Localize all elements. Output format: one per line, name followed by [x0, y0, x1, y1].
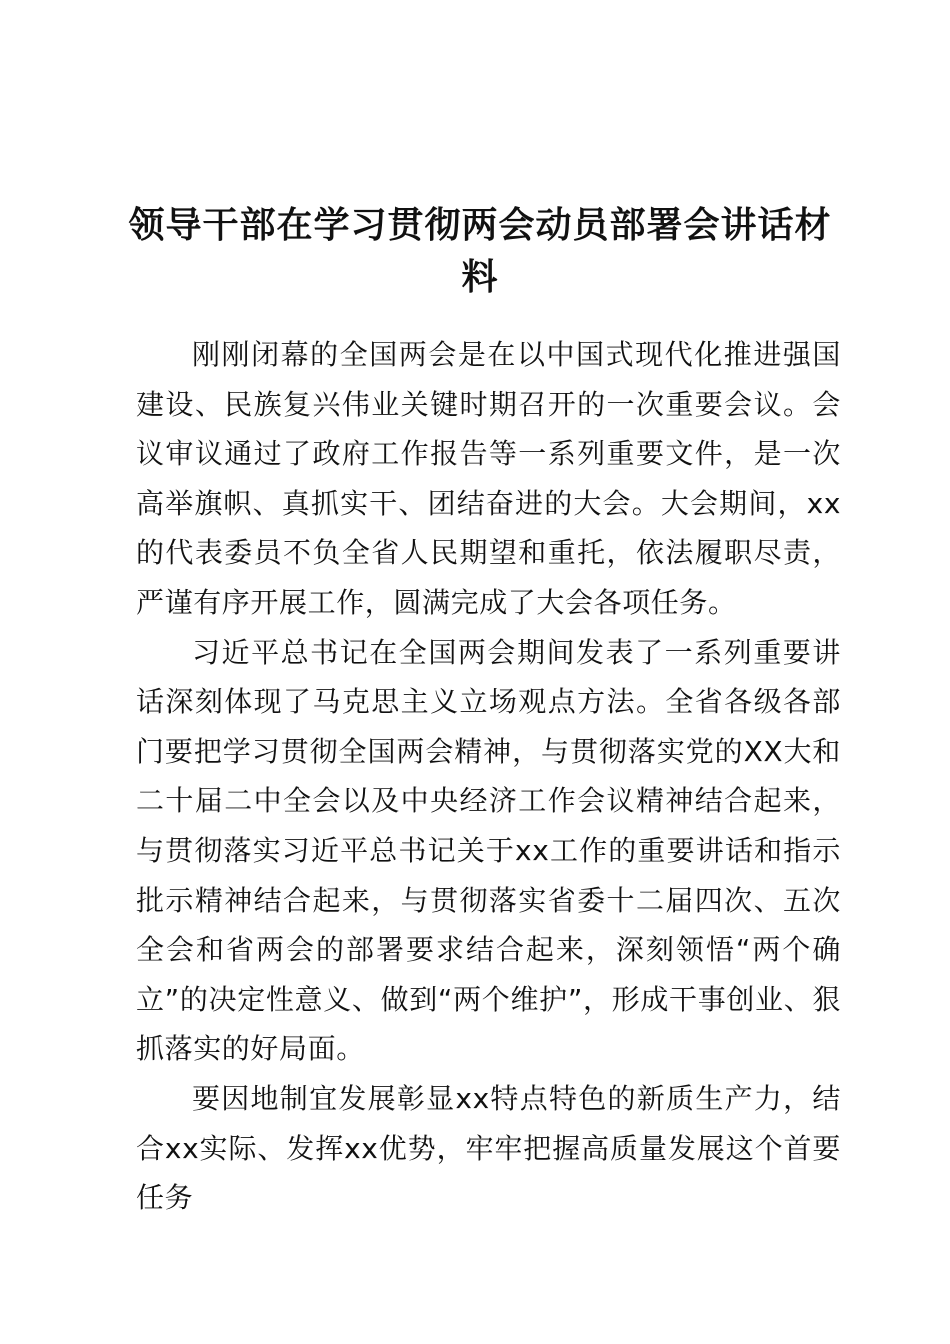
- paragraph-1: 刚刚闭幕的全国两会是在以中国式现代化推进强国建设、民族复兴伟业关键时期召开的一次重要会议。会议审议通过了政府工作报告等一系列重要文件，是一次高举旗帜、真抓实干、团结奋进的大会。大会期间，xx的代表委员不负全省人民期望和重托，依法履职尽责，严谨有序开展工作，圆满完成了大会各项任务。: [136, 338, 841, 619]
- document-body: [136, 330, 841, 1223]
- paragraph-2: 习近平总书记在全国两会期间发表了一系列重要讲话深刻体现了马克思主义立场观点方法。全省各级各部门要把学习贯彻全国两会精神，与贯彻落实党的XX大和二十届二中全会以及中央经济工作会议精神结合起来，与贯彻落实习近平总书记关于xx工作的重要讲话和指示批示精神结合起来，与贯彻落实省委十二届四次、五次全会和省两会的部署要求结合起来，深刻领悟“两个确立”的决定性意义、做到“两个维护”，形成干事创业、狠抓落实的好局面。: [136, 635, 841, 1066]
- paragraph-3: 要因地制宜发展彰显xx特点特色的新质生产力，结合xx实际、发挥xx优势，牢牢把握高质量发展这个首要任务: [136, 1081, 841, 1215]
- document-title: 领导干部在学习贯彻两会动员部署会讲话材料: [128, 205, 832, 298]
